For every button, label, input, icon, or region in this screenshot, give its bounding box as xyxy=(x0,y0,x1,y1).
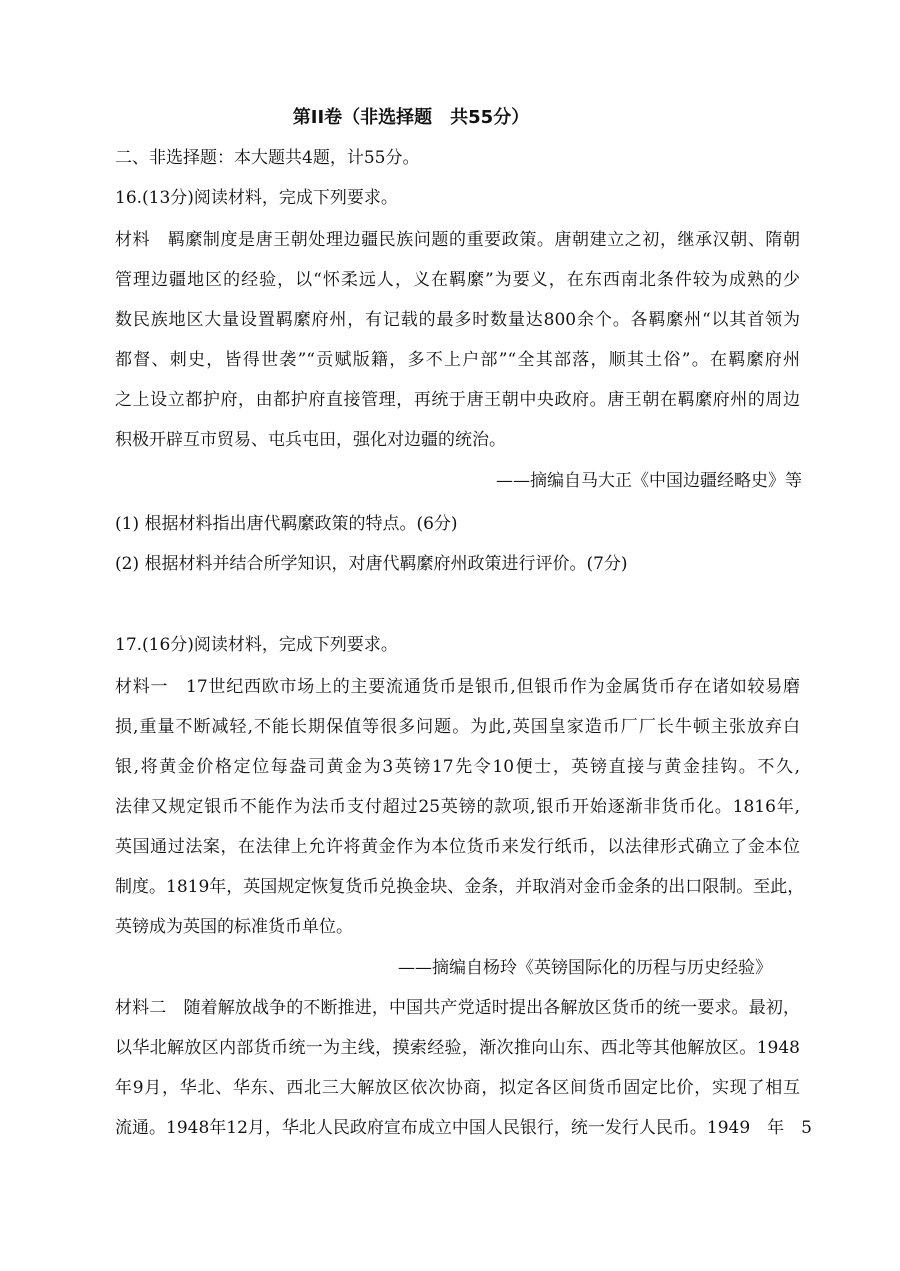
q17-heading: 17.(16分)阅读材料，完成下列要求。 xyxy=(115,635,398,655)
section-intro: 二、非选择题：本大题共4题，计55分。 xyxy=(115,148,420,168)
q17-material1-line: 制度。1819年，英国规定恢复货币兑换金块、金条，并取消对金币金条的出口限制。至此， xyxy=(115,877,805,897)
q16-material-line: 管理边疆地区的经验，以“怀柔远人，义在羁縻”为要义，在东西南北条件较为成熟的少 xyxy=(115,270,800,290)
q17-source1: ——摘编自杨玲《英镑国际化的历程与历史经验》 xyxy=(398,958,772,978)
q16-heading: 16.(13分)阅读材料，完成下列要求。 xyxy=(115,188,398,208)
q16-material-line: 积极开辟互市贸易、屯兵屯田，强化对边疆的统治。 xyxy=(115,430,506,450)
q17-material1-line: 损,重量不断减轻,不能长期保值等很多问题。为此,英国皇家造币厂厂长牛顿主张放弃白 xyxy=(115,717,800,737)
q16-subquestion-1: (1) 根据材料指出唐代羁縻政策的特点。(6分) xyxy=(115,514,458,534)
q17-material1-line: 英国通过法案，在法律上允许将黄金作为本位货币来发行纸币，以法律形式确立了金本位 xyxy=(115,837,800,857)
q17-material2-line: 年9月，华北、华东、西北三大解放区依次协商，拟定各区间货币固定比价，实现了相互 xyxy=(115,1078,800,1098)
q17-material1-line: 法律又规定银币不能作为法币支付超过25英镑的款项,银币开始逐渐非货币化。1816年, xyxy=(115,797,800,817)
q17-material2-line: 以华北解放区内部货币统一为主线，摸索经验，渐次推向山东、西北等其他解放区。1948 xyxy=(115,1038,800,1058)
q17-material2-line: 流通。1948年12月，华北人民政府宣布成立中国人民银行，统一发行人民币。1949 年 5 xyxy=(115,1118,812,1138)
q16-source: ——摘编自马大正《中国边疆经略史》等 xyxy=(496,471,802,491)
q16-material-line: 之上设立都护府，由都护府直接管理，再统于唐王朝中央政府。唐王朝在羁縻府州的周边 xyxy=(115,390,800,410)
q17-material1-line: 材料一 17世纪西欧市场上的主要流通货币是银币,但银币作为金属货币存在诸如较易磨 xyxy=(115,677,800,697)
q16-material-line: 都督、刺史，皆得世袭”“贡赋版籍，多不上户部”“全其部落，顺其土俗”。在羁縻府州 xyxy=(115,350,800,370)
q17-material1-line: 银,将黄金价格定位每盎司黄金为3英镑17先令10便士，英镑直接与黄金挂钩。不久, xyxy=(115,757,800,777)
q17-material1-line: 英镑成为英国的标准货币单位。 xyxy=(115,917,353,937)
section-title: 第II卷（非选择题 共55分） xyxy=(292,107,530,128)
q17-material2-line: 材料二 随着解放战争的不断推进，中国共产党适时提出各解放区货币的统一要求。最初， xyxy=(115,998,800,1018)
q16-subquestion-2: (2) 根据材料并结合所学知识，对唐代羁縻府州政策进行评价。(7分) xyxy=(115,554,628,574)
q16-material-line: 数民族地区大量设置羁縻府州，有记载的最多时数量达800余个。各羁縻州“以其首领为 xyxy=(115,310,800,330)
q16-material-line: 材料 羁縻制度是唐王朝处理边疆民族问题的重要政策。唐朝建立之初，继承汉朝、隋朝 xyxy=(115,230,800,250)
